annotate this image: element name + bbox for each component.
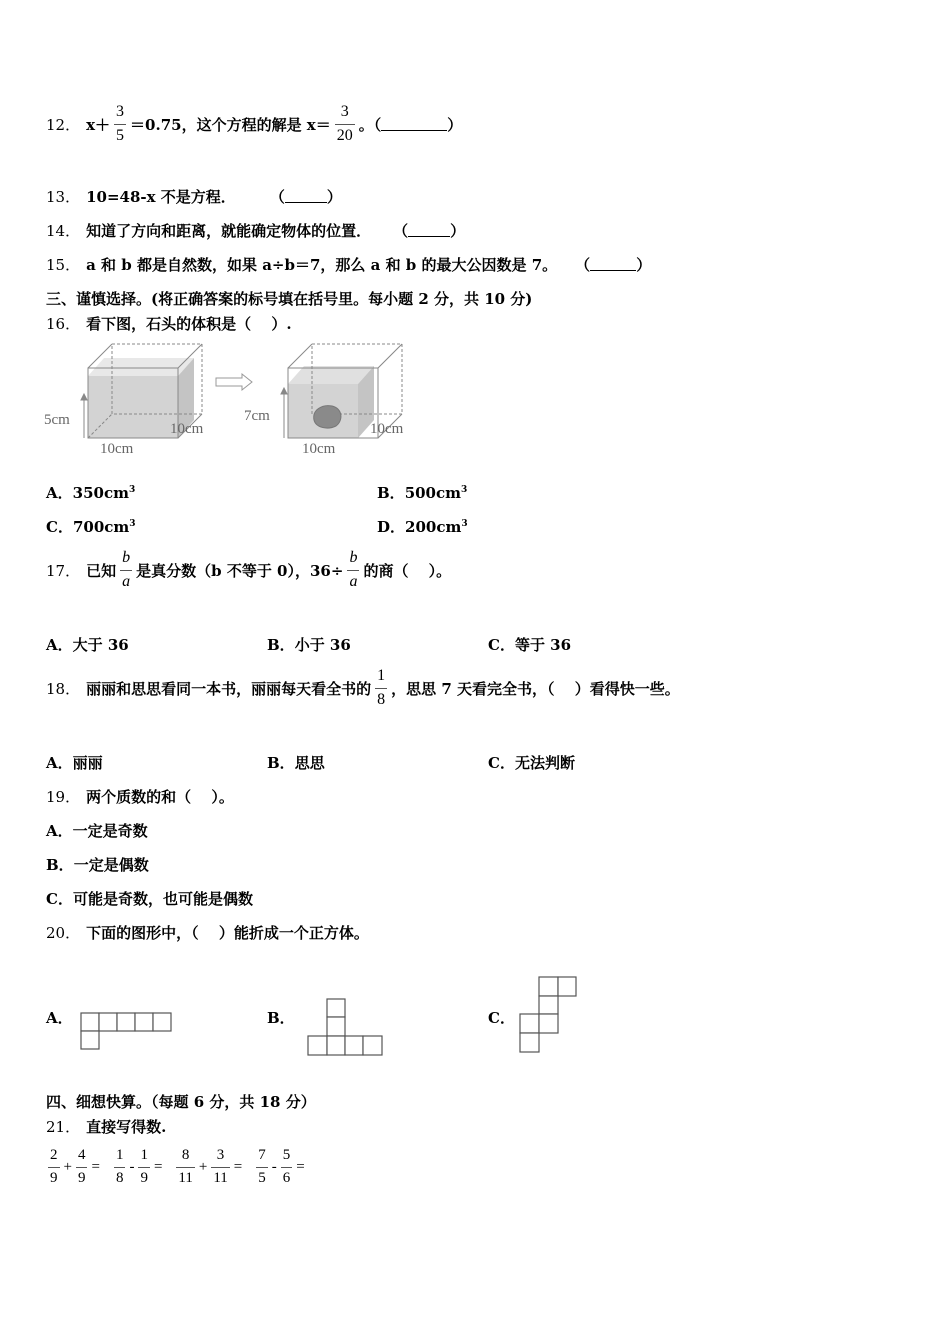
option-a[interactable]: A． [46,1009,73,1027]
question-16 [46,313,292,334]
height-label: 7cm [244,408,270,424]
question-12: 12． x＋ $\frac{3}{5}$ ＝0.75，这个方程的解是 x＝ $\frac{3}{20}$ 。（ ） [46,103,463,144]
answer-blank[interactable] [285,190,327,203]
calc-item: $\frac{2}{9}$ + $\frac{4}{9}$ = [50,1147,100,1186]
question-text: 直接写得数. [86,1118,167,1136]
answer-blank[interactable] [381,118,447,131]
option-a[interactable]: A．$350cm^3$ [46,484,136,502]
question-text: 丽丽和思思看同一本书，丽丽每天看全书的 [86,679,372,698]
option-a[interactable]: A．丽丽 [46,754,103,772]
question-text: 两个质数的和（ ）。 [86,788,234,806]
option-b[interactable]: B． [267,1009,295,1027]
question-text: 是真分数（b 不等于 0），36÷ [136,561,344,580]
question-text: x＋ [86,115,111,134]
question-text: 已知 [86,561,117,580]
fraction: $\frac{1}{8}$ [115,1147,124,1186]
fraction: $\frac{4}{9}$ [77,1147,86,1186]
width-label: 10cm [100,441,134,457]
option-c[interactable]: C． [488,1009,515,1027]
width-label: 10cm [302,441,336,457]
option-c[interactable]: C．$700cm^3$ [46,518,136,536]
height-label: 5cm [44,412,70,428]
question-20 [46,922,369,943]
question-text: 。（ [358,115,382,134]
option-b[interactable]: B．$500cm^3$ [377,484,468,502]
question-number: 12． [46,115,81,134]
fraction: $\frac{3}{5}$ [116,103,125,144]
option-a[interactable]: A．一定是奇数 [46,822,148,840]
question-number: 21． [46,1118,81,1136]
question-14: 14． 知道了方向和距离，就能确定物体的位置． （ ） [46,222,466,240]
question-19 [46,786,234,807]
fraction: $\frac{1}{9}$ [140,1147,148,1186]
question-13: 13． 10=48-x 不是方程． （ ） [46,188,342,206]
cube-net-b [307,998,385,1058]
question-text: 看下图，石头的体积是（ ）. [86,315,292,333]
calc-item: $\frac{7}{5}$ - $\frac{5}{6}$ = [258,1147,305,1186]
calc-item: $\frac{8}{11}$ + $\frac{3}{11}$ = [178,1147,243,1186]
cube-net-a [80,1012,174,1052]
fraction: $\frac{b}{a}$ [122,549,131,590]
question-text: 下面的图形中，（ ）能折成一个正方体。 [86,924,369,942]
option-b[interactable]: B．小于 36 [267,636,351,654]
stone-icon [314,406,341,428]
question-text: 知道了方向和距离，就能确定物体的位置． [86,222,372,240]
answer-blank[interactable] [590,258,636,271]
fraction: $\frac{7}{5}$ [258,1147,266,1186]
option-c[interactable]: C．等于 36 [488,636,572,654]
question-number: 17． [46,561,81,580]
option-b[interactable]: B．思思 [267,754,325,772]
depth-label: 10cm [370,421,404,437]
fraction: $\frac{1}{8}$ [377,667,386,708]
cube-net-c [519,976,579,1054]
question-text: ＝0.75，这个方程的解是 x＝ [130,115,331,134]
option-c[interactable]: C．可能是奇数，也可能是偶数 [46,890,253,908]
question-number: 18． [46,679,81,698]
question-text: a 和 b 都是自然数，如果 a÷b＝7，那么 a 和 b 的最大公因数是 7。 [86,256,558,274]
question-number: 19． [46,788,81,806]
question-21 [46,1116,166,1137]
section-3-title: 三、谨慎选择。(将正确答案的标号填在括号里。每小题 2 分，共 10 分) [46,290,533,308]
option-b[interactable]: B．一定是偶数 [46,856,149,874]
question-text: 10=48-x 不是方程． [86,188,236,206]
calc-row [46,1148,317,1187]
depth-label: 10cm [170,421,204,437]
question-number: 16． [46,315,81,333]
fraction: $\frac{2}{9}$ [50,1147,58,1186]
fraction: $\frac{3}{11}$ [213,1147,228,1186]
fraction: $\frac{3}{20}$ [336,103,353,144]
section-4-title: 四、细想快算。（每题 6 分，共 18 分） [46,1093,316,1111]
option-d[interactable]: D．$200cm^3$ [377,518,468,536]
calc-item: $\frac{1}{8}$ - $\frac{1}{9}$ = [115,1147,163,1186]
question-number: 13． [46,188,81,206]
fraction: $\frac{8}{11}$ [178,1147,193,1186]
fraction: $\frac{5}{6}$ [282,1147,291,1186]
option-a[interactable]: A．大于 36 [46,636,129,654]
option-c[interactable]: C．无法判断 [488,754,575,772]
question-text: 的商（ ）。 [363,561,452,580]
question-number: 20． [46,924,81,942]
answer-blank[interactable] [408,224,450,237]
question-number: 14． [46,222,81,240]
question-18 [46,668,680,709]
question-text: ，思思 7 天看完全书，（ ）看得快一些。 [391,679,680,698]
question-17 [46,550,451,591]
fraction: $\frac{b}{a}$ [349,549,358,590]
question-15: 15． a 和 b 都是自然数，如果 a÷b＝7，那么 a 和 b 的最大公因数是 7。 （ ） [46,256,652,274]
arrow-icon [216,374,252,390]
question-number: 15． [46,256,81,274]
tank-figure [40,340,430,460]
